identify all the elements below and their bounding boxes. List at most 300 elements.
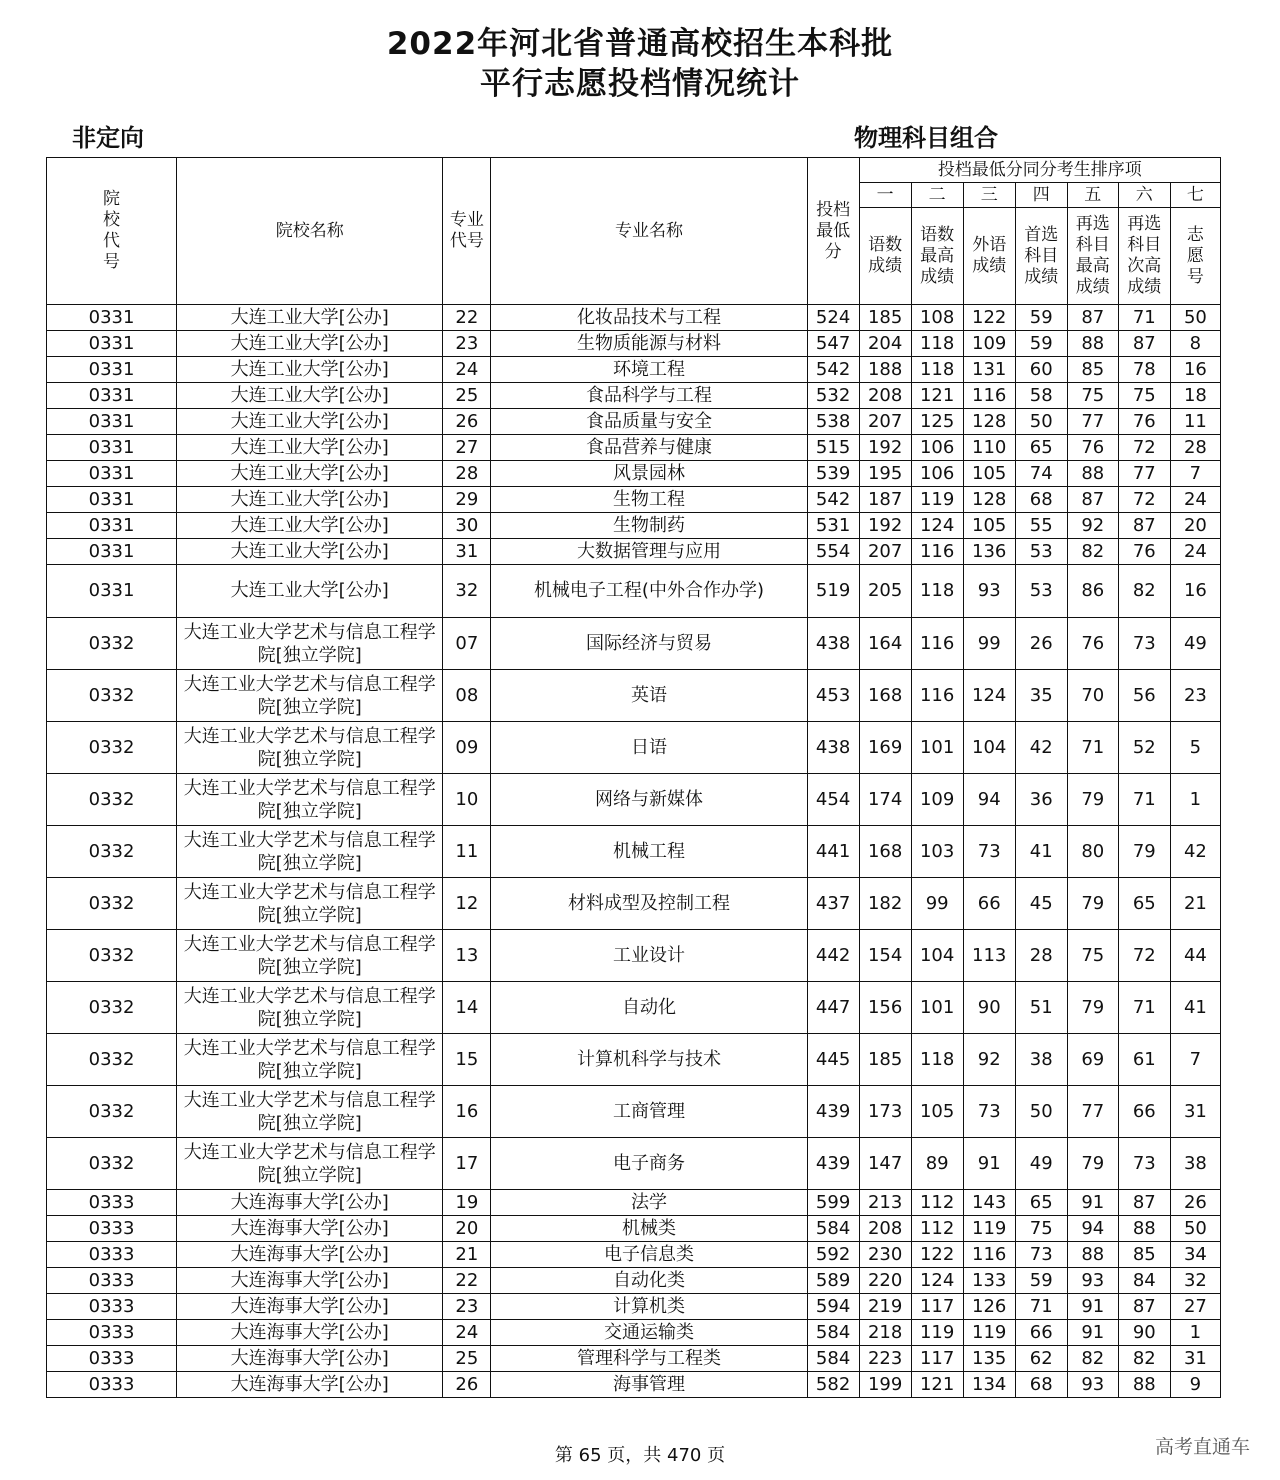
cell-chinese-math-score: 187 xyxy=(859,487,911,513)
cell-elective-second-score: 72 xyxy=(1118,487,1170,513)
cell-major-code: 20 xyxy=(443,1216,491,1242)
cell-school-name: 大连工业大学艺术与信息工程学院[独立学院] xyxy=(177,930,443,982)
cell-elective-second-score: 88 xyxy=(1118,1216,1170,1242)
cell-preference-no: 9 xyxy=(1170,1372,1220,1398)
cell-elective-max-score: 93 xyxy=(1067,1268,1118,1294)
cell-elective-second-score: 73 xyxy=(1118,1138,1170,1190)
cell-primary-subject-score: 55 xyxy=(1015,513,1067,539)
table-row xyxy=(47,774,1221,826)
cell-chinese-math-max: 118 xyxy=(911,1034,963,1086)
cell-primary-subject-score: 50 xyxy=(1015,409,1067,435)
cell-primary-subject-score: 51 xyxy=(1015,982,1067,1034)
cell-min-score: 531 xyxy=(807,513,859,539)
table-row xyxy=(47,487,1221,513)
cell-elective-max-score: 93 xyxy=(1067,1372,1118,1398)
cell-preference-no: 34 xyxy=(1170,1242,1220,1268)
table-row xyxy=(47,383,1221,409)
cell-min-score: 554 xyxy=(807,539,859,565)
cell-chinese-math-score: 208 xyxy=(859,1216,911,1242)
cell-chinese-math-max: 109 xyxy=(911,774,963,826)
cell-school-name: 大连工业大学[公办] xyxy=(177,539,443,565)
cell-elective-max-score: 77 xyxy=(1067,409,1118,435)
table-row xyxy=(47,357,1221,383)
cell-foreign-lang-score: 136 xyxy=(963,539,1015,565)
cell-major-code: 31 xyxy=(443,539,491,565)
cell-chinese-math-score: 207 xyxy=(859,409,911,435)
category-label: 非定向 xyxy=(72,124,144,152)
cell-elective-max-score: 79 xyxy=(1067,982,1118,1034)
cell-major-code: 22 xyxy=(443,305,491,331)
cell-school-name: 大连工业大学艺术与信息工程学院[独立学院] xyxy=(177,826,443,878)
cell-elective-second-score: 79 xyxy=(1118,826,1170,878)
cell-min-score: 542 xyxy=(807,357,859,383)
cell-school-name: 大连海事大学[公办] xyxy=(177,1372,443,1398)
cell-min-score: 454 xyxy=(807,774,859,826)
cell-major-code: 19 xyxy=(443,1190,491,1216)
cell-chinese-math-score: 220 xyxy=(859,1268,911,1294)
cell-chinese-math-max: 112 xyxy=(911,1190,963,1216)
cell-school-code: 0331 xyxy=(47,409,177,435)
cell-school-name: 大连工业大学艺术与信息工程学院[独立学院] xyxy=(177,1086,443,1138)
cell-major-code: 24 xyxy=(443,357,491,383)
cell-major-name: 机械电子工程(中外合作办学) xyxy=(491,565,807,618)
cell-foreign-lang-score: 73 xyxy=(963,826,1015,878)
cell-chinese-math-score: 199 xyxy=(859,1372,911,1398)
cell-preference-no: 8 xyxy=(1170,331,1220,357)
cell-major-name: 食品营养与健康 xyxy=(491,435,807,461)
cell-min-score: 447 xyxy=(807,982,859,1034)
table-row xyxy=(47,1138,1221,1190)
cell-school-code: 0331 xyxy=(47,435,177,461)
cell-elective-max-score: 75 xyxy=(1067,930,1118,982)
cell-elective-second-score: 77 xyxy=(1118,461,1170,487)
cell-primary-subject-score: 53 xyxy=(1015,565,1067,618)
cell-school-name: 大连海事大学[公办] xyxy=(177,1294,443,1320)
cell-school-name: 大连工业大学艺术与信息工程学院[独立学院] xyxy=(177,1138,443,1190)
table-row xyxy=(47,461,1221,487)
cell-chinese-math-score: 219 xyxy=(859,1294,911,1320)
header-school-code: 院校代号 xyxy=(47,158,177,305)
cell-foreign-lang-score: 131 xyxy=(963,357,1015,383)
cell-chinese-math-max: 122 xyxy=(911,1242,963,1268)
cell-chinese-math-max: 125 xyxy=(911,409,963,435)
cell-school-code: 0332 xyxy=(47,930,177,982)
cell-chinese-math-score: 192 xyxy=(859,513,911,539)
cell-min-score: 438 xyxy=(807,722,859,774)
cell-foreign-lang-score: 116 xyxy=(963,1242,1015,1268)
cell-foreign-lang-score: 90 xyxy=(963,982,1015,1034)
cell-major-name: 电子商务 xyxy=(491,1138,807,1190)
cell-elective-second-score: 76 xyxy=(1118,409,1170,435)
cell-chinese-math-max: 108 xyxy=(911,305,963,331)
cell-chinese-math-score: 156 xyxy=(859,982,911,1034)
cell-major-name: 电子信息类 xyxy=(491,1242,807,1268)
cell-school-name: 大连工业大学[公办] xyxy=(177,305,443,331)
table-row xyxy=(47,1190,1221,1216)
cell-school-name: 大连海事大学[公办] xyxy=(177,1268,443,1294)
cell-elective-max-score: 85 xyxy=(1067,357,1118,383)
cell-school-code: 0332 xyxy=(47,1034,177,1086)
cell-primary-subject-score: 59 xyxy=(1015,331,1067,357)
cell-major-name: 计算机类 xyxy=(491,1294,807,1320)
cell-elective-max-score: 88 xyxy=(1067,1242,1118,1268)
table-row xyxy=(47,670,1221,722)
cell-elective-max-score: 94 xyxy=(1067,1216,1118,1242)
cell-min-score: 524 xyxy=(807,305,859,331)
cell-major-name: 工商管理 xyxy=(491,1086,807,1138)
page-title: 2022年河北省普通高校招生本科批 xyxy=(386,26,894,62)
cell-min-score: 438 xyxy=(807,618,859,670)
cell-major-code: 27 xyxy=(443,435,491,461)
header-sort-item: 语数成绩 xyxy=(859,208,911,305)
cell-elective-max-score: 69 xyxy=(1067,1034,1118,1086)
cell-chinese-math-score: 168 xyxy=(859,826,911,878)
cell-min-score: 589 xyxy=(807,1268,859,1294)
cell-chinese-math-max: 116 xyxy=(911,539,963,565)
cell-primary-subject-score: 58 xyxy=(1015,383,1067,409)
cell-chinese-math-score: 218 xyxy=(859,1320,911,1346)
cell-major-name: 材料成型及控制工程 xyxy=(491,878,807,930)
cell-school-code: 0331 xyxy=(47,305,177,331)
cell-foreign-lang-score: 116 xyxy=(963,383,1015,409)
cell-major-code: 14 xyxy=(443,982,491,1034)
cell-foreign-lang-score: 73 xyxy=(963,1086,1015,1138)
cell-elective-max-score: 75 xyxy=(1067,383,1118,409)
cell-school-code: 0333 xyxy=(47,1346,177,1372)
header-ordinal: 六 xyxy=(1118,183,1170,208)
cell-elective-max-score: 88 xyxy=(1067,331,1118,357)
cell-chinese-math-max: 104 xyxy=(911,930,963,982)
cell-elective-second-score: 87 xyxy=(1118,1294,1170,1320)
cell-primary-subject-score: 71 xyxy=(1015,1294,1067,1320)
cell-school-name: 大连海事大学[公办] xyxy=(177,1216,443,1242)
cell-school-name: 大连工业大学艺术与信息工程学院[独立学院] xyxy=(177,982,443,1034)
table-row xyxy=(47,331,1221,357)
cell-elective-max-score: 91 xyxy=(1067,1190,1118,1216)
cell-foreign-lang-score: 104 xyxy=(963,722,1015,774)
cell-major-name: 计算机科学与技术 xyxy=(491,1034,807,1086)
cell-school-code: 0331 xyxy=(47,461,177,487)
header-sort-item: 志愿号 xyxy=(1170,208,1220,305)
cell-foreign-lang-score: 109 xyxy=(963,331,1015,357)
cell-school-code: 0333 xyxy=(47,1294,177,1320)
cell-primary-subject-score: 75 xyxy=(1015,1216,1067,1242)
cell-elective-second-score: 82 xyxy=(1118,565,1170,618)
cell-primary-subject-score: 53 xyxy=(1015,539,1067,565)
cell-elective-max-score: 77 xyxy=(1067,1086,1118,1138)
cell-major-code: 12 xyxy=(443,878,491,930)
cell-major-code: 08 xyxy=(443,670,491,722)
cell-elective-max-score: 79 xyxy=(1067,774,1118,826)
cell-primary-subject-score: 65 xyxy=(1015,1190,1067,1216)
cell-chinese-math-score: 173 xyxy=(859,1086,911,1138)
cell-preference-no: 23 xyxy=(1170,670,1220,722)
cell-min-score: 445 xyxy=(807,1034,859,1086)
cell-foreign-lang-score: 122 xyxy=(963,305,1015,331)
cell-foreign-lang-score: 113 xyxy=(963,930,1015,982)
cell-chinese-math-score: 185 xyxy=(859,1034,911,1086)
cell-major-name: 生物质能源与材料 xyxy=(491,331,807,357)
cell-major-code: 26 xyxy=(443,1372,491,1398)
cell-chinese-math-score: 205 xyxy=(859,565,911,618)
cell-primary-subject-score: 74 xyxy=(1015,461,1067,487)
cell-foreign-lang-score: 134 xyxy=(963,1372,1015,1398)
cell-major-code: 30 xyxy=(443,513,491,539)
cell-school-name: 大连工业大学[公办] xyxy=(177,409,443,435)
cell-school-name: 大连工业大学[公办] xyxy=(177,513,443,539)
cell-preference-no: 27 xyxy=(1170,1294,1220,1320)
cell-major-code: 15 xyxy=(443,1034,491,1086)
table-row xyxy=(47,878,1221,930)
cell-foreign-lang-score: 110 xyxy=(963,435,1015,461)
cell-min-score: 439 xyxy=(807,1086,859,1138)
cell-chinese-math-score: 154 xyxy=(859,930,911,982)
cell-chinese-math-score: 169 xyxy=(859,722,911,774)
cell-preference-no: 50 xyxy=(1170,1216,1220,1242)
subject-combo-label: 物理科目组合 xyxy=(854,124,998,152)
cell-major-code: 17 xyxy=(443,1138,491,1190)
cell-foreign-lang-score: 66 xyxy=(963,878,1015,930)
cell-school-code: 0331 xyxy=(47,487,177,513)
cell-major-code: 25 xyxy=(443,1346,491,1372)
cell-elective-second-score: 71 xyxy=(1118,982,1170,1034)
header-ordinal: 七 xyxy=(1170,183,1220,208)
table-row xyxy=(47,826,1221,878)
cell-school-name: 大连工业大学[公办] xyxy=(177,357,443,383)
cell-school-name: 大连工业大学[公办] xyxy=(177,331,443,357)
cell-elective-max-score: 86 xyxy=(1067,565,1118,618)
table-row xyxy=(47,435,1221,461)
header-min-score: 投档最低分 xyxy=(807,158,859,305)
cell-min-score: 538 xyxy=(807,409,859,435)
cell-primary-subject-score: 66 xyxy=(1015,1320,1067,1346)
cell-major-name: 生物工程 xyxy=(491,487,807,513)
admission-table xyxy=(46,157,1221,1398)
cell-school-code: 0333 xyxy=(47,1320,177,1346)
cell-major-name: 法学 xyxy=(491,1190,807,1216)
cell-preference-no: 1 xyxy=(1170,774,1220,826)
cell-elective-second-score: 65 xyxy=(1118,878,1170,930)
cell-chinese-math-score: 204 xyxy=(859,331,911,357)
cell-school-name: 大连海事大学[公办] xyxy=(177,1320,443,1346)
cell-foreign-lang-score: 133 xyxy=(963,1268,1015,1294)
cell-chinese-math-max: 112 xyxy=(911,1216,963,1242)
cell-major-code: 24 xyxy=(443,1320,491,1346)
cell-school-name: 大连工业大学艺术与信息工程学院[独立学院] xyxy=(177,722,443,774)
cell-chinese-math-score: 223 xyxy=(859,1346,911,1372)
cell-school-code: 0331 xyxy=(47,383,177,409)
cell-preference-no: 42 xyxy=(1170,826,1220,878)
cell-preference-no: 16 xyxy=(1170,357,1220,383)
cell-chinese-math-max: 121 xyxy=(911,383,963,409)
cell-school-code: 0331 xyxy=(47,357,177,383)
header-major-name: 专业名称 xyxy=(491,158,807,305)
cell-foreign-lang-score: 126 xyxy=(963,1294,1015,1320)
cell-min-score: 442 xyxy=(807,930,859,982)
cell-elective-max-score: 80 xyxy=(1067,826,1118,878)
cell-primary-subject-score: 49 xyxy=(1015,1138,1067,1190)
cell-chinese-math-score: 208 xyxy=(859,383,911,409)
header-sort-item: 语数最高成绩 xyxy=(911,208,963,305)
cell-school-code: 0332 xyxy=(47,722,177,774)
cell-chinese-math-max: 124 xyxy=(911,1268,963,1294)
cell-major-name: 交通运输类 xyxy=(491,1320,807,1346)
cell-major-name: 食品质量与安全 xyxy=(491,409,807,435)
table-row xyxy=(47,982,1221,1034)
cell-foreign-lang-score: 119 xyxy=(963,1216,1015,1242)
cell-chinese-math-max: 118 xyxy=(911,357,963,383)
cell-elective-second-score: 75 xyxy=(1118,383,1170,409)
table-row xyxy=(47,1034,1221,1086)
table-row xyxy=(47,930,1221,982)
cell-min-score: 592 xyxy=(807,1242,859,1268)
cell-primary-subject-score: 50 xyxy=(1015,1086,1067,1138)
cell-chinese-math-score: 213 xyxy=(859,1190,911,1216)
cell-major-code: 21 xyxy=(443,1242,491,1268)
cell-major-code: 10 xyxy=(443,774,491,826)
cell-foreign-lang-score: 128 xyxy=(963,409,1015,435)
cell-major-code: 07 xyxy=(443,618,491,670)
cell-elective-second-score: 56 xyxy=(1118,670,1170,722)
cell-chinese-math-max: 118 xyxy=(911,331,963,357)
cell-chinese-math-max: 101 xyxy=(911,982,963,1034)
cell-elective-second-score: 71 xyxy=(1118,774,1170,826)
cell-min-score: 582 xyxy=(807,1372,859,1398)
cell-major-name: 自动化类 xyxy=(491,1268,807,1294)
cell-elective-second-score: 73 xyxy=(1118,618,1170,670)
cell-school-code: 0331 xyxy=(47,513,177,539)
cell-major-code: 16 xyxy=(443,1086,491,1138)
cell-school-code: 0331 xyxy=(47,539,177,565)
cell-foreign-lang-score: 143 xyxy=(963,1190,1015,1216)
table-row xyxy=(47,1268,1221,1294)
cell-major-name: 网络与新媒体 xyxy=(491,774,807,826)
cell-primary-subject-score: 41 xyxy=(1015,826,1067,878)
cell-chinese-math-max: 99 xyxy=(911,878,963,930)
cell-min-score: 519 xyxy=(807,565,859,618)
cell-major-code: 09 xyxy=(443,722,491,774)
cell-preference-no: 5 xyxy=(1170,722,1220,774)
cell-major-code: 29 xyxy=(443,487,491,513)
cell-min-score: 439 xyxy=(807,1138,859,1190)
cell-primary-subject-score: 36 xyxy=(1015,774,1067,826)
cell-elective-second-score: 52 xyxy=(1118,722,1170,774)
cell-major-code: 23 xyxy=(443,1294,491,1320)
cell-chinese-math-max: 101 xyxy=(911,722,963,774)
header-school-name: 院校名称 xyxy=(177,158,443,305)
header-ordinal: 二 xyxy=(911,183,963,208)
page-footer: 第 65 页，共 470 页 xyxy=(554,1445,726,1466)
cell-elective-second-score: 84 xyxy=(1118,1268,1170,1294)
cell-school-code: 0332 xyxy=(47,670,177,722)
cell-chinese-math-max: 117 xyxy=(911,1346,963,1372)
cell-foreign-lang-score: 93 xyxy=(963,565,1015,618)
cell-chinese-math-score: 147 xyxy=(859,1138,911,1190)
cell-major-code: 26 xyxy=(443,409,491,435)
cell-primary-subject-score: 28 xyxy=(1015,930,1067,982)
cell-school-code: 0332 xyxy=(47,878,177,930)
cell-elective-max-score: 76 xyxy=(1067,618,1118,670)
cell-foreign-lang-score: 92 xyxy=(963,1034,1015,1086)
cell-primary-subject-score: 68 xyxy=(1015,487,1067,513)
cell-preference-no: 24 xyxy=(1170,539,1220,565)
cell-chinese-math-score: 207 xyxy=(859,539,911,565)
table-row xyxy=(47,513,1221,539)
cell-chinese-math-max: 124 xyxy=(911,513,963,539)
cell-major-name: 日语 xyxy=(491,722,807,774)
cell-elective-max-score: 91 xyxy=(1067,1294,1118,1320)
cell-primary-subject-score: 42 xyxy=(1015,722,1067,774)
table-row xyxy=(47,1242,1221,1268)
cell-major-name: 大数据管理与应用 xyxy=(491,539,807,565)
table-row xyxy=(47,618,1221,670)
cell-min-score: 542 xyxy=(807,487,859,513)
cell-school-name: 大连海事大学[公办] xyxy=(177,1346,443,1372)
cell-major-name: 机械类 xyxy=(491,1216,807,1242)
cell-school-name: 大连工业大学[公办] xyxy=(177,487,443,513)
cell-elective-max-score: 91 xyxy=(1067,1320,1118,1346)
cell-min-score: 599 xyxy=(807,1190,859,1216)
cell-school-name: 大连工业大学艺术与信息工程学院[独立学院] xyxy=(177,774,443,826)
cell-chinese-math-score: 230 xyxy=(859,1242,911,1268)
cell-preference-no: 11 xyxy=(1170,409,1220,435)
cell-elective-max-score: 70 xyxy=(1067,670,1118,722)
cell-school-code: 0332 xyxy=(47,1086,177,1138)
cell-chinese-math-max: 119 xyxy=(911,1320,963,1346)
cell-major-name: 英语 xyxy=(491,670,807,722)
cell-school-name: 大连工业大学艺术与信息工程学院[独立学院] xyxy=(177,878,443,930)
cell-chinese-math-max: 118 xyxy=(911,565,963,618)
cell-primary-subject-score: 73 xyxy=(1015,1242,1067,1268)
cell-elective-max-score: 87 xyxy=(1067,487,1118,513)
header-ordinal: 一 xyxy=(859,183,911,208)
cell-preference-no: 7 xyxy=(1170,1034,1220,1086)
cell-school-code: 0331 xyxy=(47,331,177,357)
cell-chinese-math-max: 103 xyxy=(911,826,963,878)
table-row xyxy=(47,1086,1221,1138)
cell-school-name: 大连工业大学[公办] xyxy=(177,435,443,461)
cell-chinese-math-score: 195 xyxy=(859,461,911,487)
cell-foreign-lang-score: 105 xyxy=(963,513,1015,539)
cell-foreign-lang-score: 135 xyxy=(963,1346,1015,1372)
cell-chinese-math-max: 106 xyxy=(911,435,963,461)
cell-elective-second-score: 71 xyxy=(1118,305,1170,331)
cell-elective-second-score: 87 xyxy=(1118,331,1170,357)
cell-major-code: 23 xyxy=(443,331,491,357)
cell-chinese-math-max: 119 xyxy=(911,487,963,513)
cell-chinese-math-score: 168 xyxy=(859,670,911,722)
cell-min-score: 539 xyxy=(807,461,859,487)
cell-elective-second-score: 78 xyxy=(1118,357,1170,383)
cell-min-score: 584 xyxy=(807,1346,859,1372)
watermark: 高考直通车 xyxy=(1154,1436,1250,1458)
cell-elective-second-score: 72 xyxy=(1118,435,1170,461)
cell-school-code: 0333 xyxy=(47,1190,177,1216)
cell-preference-no: 26 xyxy=(1170,1190,1220,1216)
cell-school-code: 0332 xyxy=(47,774,177,826)
cell-min-score: 441 xyxy=(807,826,859,878)
header-sort-item: 再选科目次高成绩 xyxy=(1118,208,1170,305)
cell-school-code: 0331 xyxy=(47,565,177,618)
cell-major-name: 管理科学与工程类 xyxy=(491,1346,807,1372)
cell-school-code: 0333 xyxy=(47,1242,177,1268)
cell-school-code: 0333 xyxy=(47,1268,177,1294)
cell-min-score: 453 xyxy=(807,670,859,722)
cell-school-code: 0332 xyxy=(47,826,177,878)
table-row xyxy=(47,722,1221,774)
header-ordinal: 五 xyxy=(1067,183,1118,208)
table-row xyxy=(47,409,1221,435)
